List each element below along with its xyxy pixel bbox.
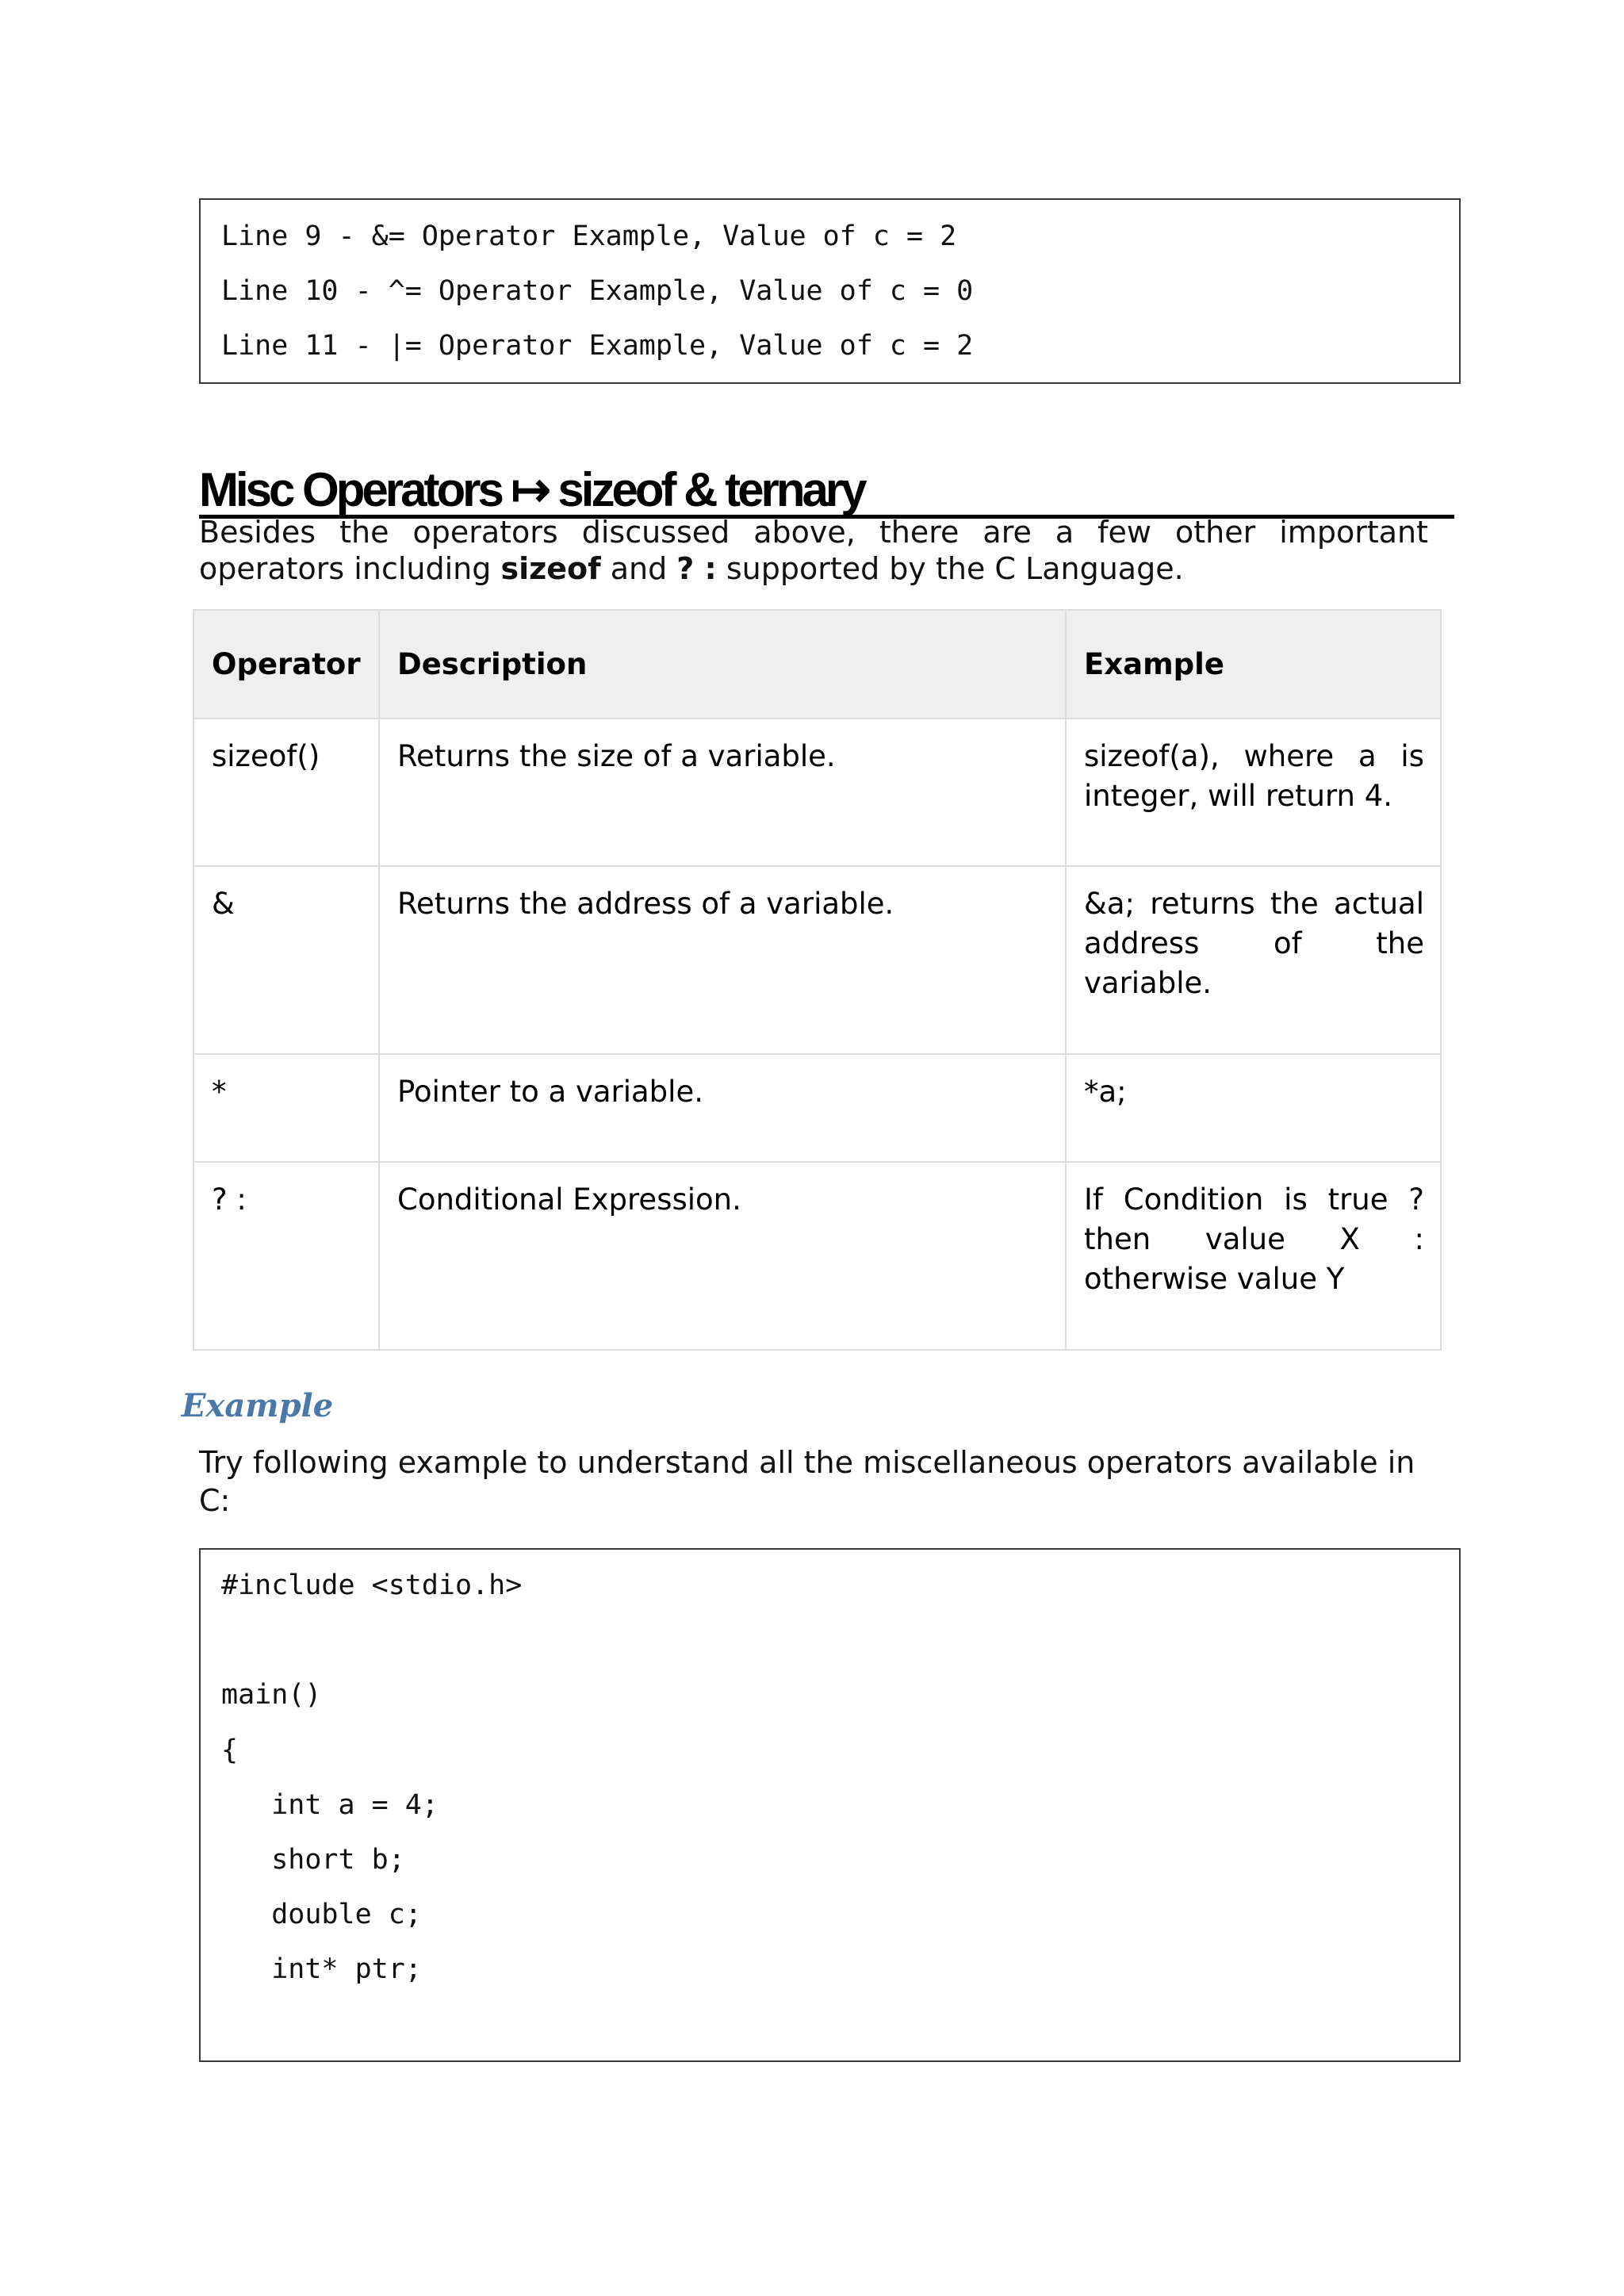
intro-paragraph <box>199 514 1428 587</box>
code-line: int* ptr; <box>221 1953 422 1985</box>
header-description: Description <box>379 610 1066 719</box>
code-line: #include <stdio.h> <box>221 1570 523 1601</box>
cell-operator: sizeof() <box>193 719 379 866</box>
table-row <box>193 719 1441 866</box>
code-line: short b; <box>221 1844 405 1876</box>
table-row <box>193 1054 1441 1162</box>
cell-operator: & <box>193 866 379 1054</box>
header-operator: Operator <box>193 610 379 719</box>
cell-example: *a; <box>1066 1054 1441 1162</box>
source-code-box <box>199 1548 1461 2062</box>
section-heading: Misc Operators ↦ sizeof & ternary <box>199 462 1454 519</box>
header-example: Example <box>1066 610 1441 719</box>
code-line: int a = 4; <box>221 1789 439 1821</box>
output-line: Line 9 - &= Operator Example, Value of c = 2 <box>221 220 957 252</box>
cell-operator: ? : <box>193 1162 379 1350</box>
code-line: double c; <box>221 1899 422 1930</box>
cell-description: Conditional Expression. <box>379 1162 1066 1350</box>
code-line: { <box>221 1734 239 1766</box>
code-line: main() <box>221 1679 322 1711</box>
intro-sizeof: sizeof <box>500 551 601 586</box>
cell-description: Pointer to a variable. <box>379 1054 1066 1162</box>
operators-table <box>193 609 1442 1351</box>
intro-text: Besides the operators discussed above, there are a few other important operators including <box>199 515 1428 586</box>
output-code-box <box>199 198 1461 384</box>
cell-example: sizeof(a), where a is integer, will return 4. <box>1066 719 1441 866</box>
cell-example: &a; returns the actual address of the variable. <box>1066 866 1441 1054</box>
table-header-row <box>193 610 1441 719</box>
example-heading: Example <box>182 1387 334 1424</box>
cell-example: If Condition is true ? then value X : otherwise value Y <box>1066 1162 1441 1350</box>
cell-operator: * <box>193 1054 379 1162</box>
intro-text: supported by the C Language. <box>716 551 1184 586</box>
intro-text: and <box>600 551 677 586</box>
cell-description: Returns the address of a variable. <box>379 866 1066 1054</box>
intro-ternary: ? : <box>676 551 717 586</box>
output-line: Line 11 - |= Operator Example, Value of c = 2 <box>221 330 974 362</box>
output-line: Line 10 - ^= Operator Example, Value of c = 0 <box>221 275 974 307</box>
table-row <box>193 1162 1441 1350</box>
cell-description: Returns the size of a variable. <box>379 719 1066 866</box>
example-paragraph: Try following example to understand all the miscellaneous operators available in C: <box>199 1445 1415 1518</box>
table-row <box>193 866 1441 1054</box>
